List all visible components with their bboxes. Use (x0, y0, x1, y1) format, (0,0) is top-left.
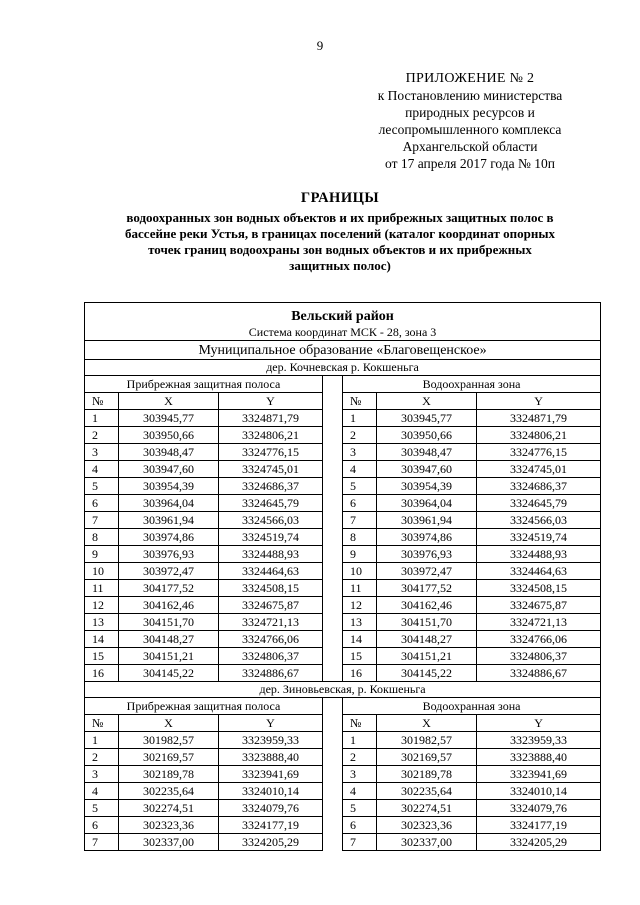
table-row (85, 546, 601, 563)
table-row (85, 580, 601, 597)
point-number: 13 (343, 614, 377, 631)
point-number: 1 (343, 732, 377, 749)
y-coordinate: 3324566,03 (219, 512, 323, 529)
x-coordinate: 304145,22 (119, 665, 219, 682)
point-number: 5 (343, 800, 377, 817)
y-coordinate: 3324464,63 (477, 563, 601, 580)
y-coordinate: 3324886,67 (477, 665, 601, 682)
y-coordinate: 3324508,15 (219, 580, 323, 597)
table-spacer (323, 631, 343, 648)
coordinates-table-body (85, 303, 601, 851)
y-coordinate: 3324464,63 (219, 563, 323, 580)
x-coordinate: 302169,57 (377, 749, 477, 766)
y-coordinate: 3323959,33 (477, 732, 601, 749)
y-coordinate: 3324806,37 (477, 648, 601, 665)
col-header-y: Y (219, 393, 323, 410)
document-subtitle (80, 210, 600, 274)
x-coordinate: 303972,47 (119, 563, 219, 580)
col-header-x: X (377, 715, 477, 732)
subtitle-line: бассейне реки Устья, в границах поселений (каталог координат опорных (125, 226, 555, 241)
x-coordinate: 302235,64 (377, 783, 477, 800)
y-coordinate: 3324806,21 (219, 427, 323, 444)
document-title: ГРАНИЦЫ (300, 190, 380, 206)
x-coordinate: 303948,47 (119, 444, 219, 461)
subtitle-line: защитных полос) (289, 258, 391, 273)
appendix-block (340, 70, 600, 172)
point-number: 1 (85, 732, 119, 749)
zone-label-row (85, 698, 601, 715)
point-number: 16 (343, 665, 377, 682)
municipality-name: Муниципальное образование «Благовещенское» (85, 341, 601, 360)
left-zone-label: Прибрежная защитная полоса (85, 698, 323, 715)
point-number: 2 (343, 427, 377, 444)
table-row (85, 529, 601, 546)
point-number: 9 (343, 546, 377, 563)
municipality-row (85, 341, 601, 360)
table-spacer (323, 563, 343, 580)
point-number: 10 (343, 563, 377, 580)
table-spacer (323, 614, 343, 631)
x-coordinate: 304145,22 (377, 665, 477, 682)
x-coordinate: 303974,86 (119, 529, 219, 546)
table-spacer (323, 597, 343, 614)
settlement-name: дер. Кочневская р. Кокшеньга (85, 360, 601, 376)
point-number: 7 (343, 834, 377, 851)
x-coordinate: 303976,93 (119, 546, 219, 563)
col-header-y: Y (219, 715, 323, 732)
x-coordinate: 302274,51 (119, 800, 219, 817)
district-row (85, 303, 601, 326)
x-coordinate: 302323,36 (119, 817, 219, 834)
y-coordinate: 3324079,76 (477, 800, 601, 817)
y-coordinate: 3324079,76 (219, 800, 323, 817)
x-coordinate: 304162,46 (377, 597, 477, 614)
table-spacer (323, 580, 343, 597)
point-number: 7 (85, 834, 119, 851)
settlement-name: дер. Зиновьевская, р. Кокшеньга (85, 682, 601, 698)
point-number: 3 (85, 444, 119, 461)
y-coordinate: 3324488,93 (477, 546, 601, 563)
point-number: 11 (343, 580, 377, 597)
point-number: 6 (343, 817, 377, 834)
y-coordinate: 3324177,19 (477, 817, 601, 834)
right-zone-label: Водоохранная зона (343, 376, 601, 393)
table-spacer (323, 665, 343, 682)
point-number: 14 (85, 631, 119, 648)
x-coordinate: 302169,57 (119, 749, 219, 766)
table-spacer (323, 698, 343, 715)
coordinates-table (84, 302, 601, 851)
x-coordinate: 304177,52 (119, 580, 219, 597)
appendix-line: лесопромышленного комплекса (378, 122, 562, 137)
x-coordinate: 303974,86 (377, 529, 477, 546)
x-coordinate: 301982,57 (377, 732, 477, 749)
col-header-y: Y (477, 715, 601, 732)
point-number: 15 (343, 648, 377, 665)
y-coordinate: 3324508,15 (477, 580, 601, 597)
subtitle-line: точек границ водоохраны зон водных объектов и их прибрежных (148, 242, 532, 257)
table-spacer (323, 478, 343, 495)
table-row (85, 563, 601, 580)
appendix-line: Архангельской области (402, 139, 538, 154)
appendix-heading: ПРИЛОЖЕНИЕ № 2 (405, 71, 535, 86)
table-row (85, 665, 601, 682)
table-spacer (323, 800, 343, 817)
y-coordinate: 3324871,79 (477, 410, 601, 427)
table-spacer (323, 648, 343, 665)
x-coordinate: 303950,66 (119, 427, 219, 444)
point-number: 2 (85, 427, 119, 444)
x-coordinate: 302235,64 (119, 783, 219, 800)
x-coordinate: 302189,78 (119, 766, 219, 783)
point-number: 7 (85, 512, 119, 529)
col-header-x: X (377, 393, 477, 410)
y-coordinate: 3324645,79 (477, 495, 601, 512)
table-spacer (323, 783, 343, 800)
table-row (85, 597, 601, 614)
settlement-row (85, 682, 601, 698)
point-number: 4 (85, 783, 119, 800)
point-number: 4 (343, 461, 377, 478)
point-number: 1 (85, 410, 119, 427)
appendix-line: к Постановлению министерства (377, 88, 563, 103)
y-coordinate: 3323959,33 (219, 732, 323, 749)
y-coordinate: 3323941,69 (477, 766, 601, 783)
y-coordinate: 3324686,37 (219, 478, 323, 495)
table-row (85, 478, 601, 495)
table-row (85, 614, 601, 631)
table-spacer (323, 444, 343, 461)
col-header-no: № (343, 393, 377, 410)
x-coordinate: 302337,00 (377, 834, 477, 851)
table-row (85, 410, 601, 427)
point-number: 9 (85, 546, 119, 563)
x-coordinate: 304151,70 (377, 614, 477, 631)
col-header-y: Y (477, 393, 601, 410)
x-coordinate: 303954,39 (119, 478, 219, 495)
x-coordinate: 304151,21 (377, 648, 477, 665)
table-row (85, 512, 601, 529)
y-coordinate: 3324721,13 (219, 614, 323, 631)
column-header-row (85, 393, 601, 410)
x-coordinate: 303964,04 (377, 495, 477, 512)
point-number: 7 (343, 512, 377, 529)
y-coordinate: 3324566,03 (477, 512, 601, 529)
y-coordinate: 3324766,06 (219, 631, 323, 648)
right-zone-label: Водоохранная зона (343, 698, 601, 715)
x-coordinate: 303947,60 (377, 461, 477, 478)
y-coordinate: 3324806,21 (477, 427, 601, 444)
y-coordinate: 3324488,93 (219, 546, 323, 563)
y-coordinate: 3324721,13 (477, 614, 601, 631)
point-number: 3 (85, 766, 119, 783)
table-spacer (323, 529, 343, 546)
table-spacer (323, 393, 343, 410)
table-row (85, 631, 601, 648)
x-coordinate: 304148,27 (119, 631, 219, 648)
col-header-no: № (85, 715, 119, 732)
table-spacer (323, 376, 343, 393)
col-header-x: X (119, 393, 219, 410)
coordinate-system-row (85, 325, 601, 341)
x-coordinate: 303964,04 (119, 495, 219, 512)
table-row (85, 834, 601, 851)
table-spacer (323, 766, 343, 783)
settlement-row (85, 360, 601, 376)
point-number: 8 (343, 529, 377, 546)
point-number: 11 (85, 580, 119, 597)
table-spacer (323, 817, 343, 834)
table-spacer (323, 410, 343, 427)
table-row (85, 461, 601, 478)
subtitle-line: водоохранных зон водных объектов и их прибрежных защитных полос в (126, 210, 554, 225)
table-row (85, 732, 601, 749)
x-coordinate: 304162,46 (119, 597, 219, 614)
point-number: 1 (343, 410, 377, 427)
x-coordinate: 302189,78 (377, 766, 477, 783)
y-coordinate: 3324745,01 (219, 461, 323, 478)
appendix-line: от 17 апреля 2017 года № 10п (385, 156, 555, 171)
table-row (85, 749, 601, 766)
y-coordinate: 3324010,14 (477, 783, 601, 800)
point-number: 5 (85, 478, 119, 495)
table-spacer (323, 732, 343, 749)
x-coordinate: 303954,39 (377, 478, 477, 495)
x-coordinate: 303947,60 (119, 461, 219, 478)
point-number: 3 (343, 766, 377, 783)
point-number: 12 (343, 597, 377, 614)
y-coordinate: 3324776,15 (477, 444, 601, 461)
table-spacer (323, 749, 343, 766)
table-row (85, 817, 601, 834)
x-coordinate: 301982,57 (119, 732, 219, 749)
table-row (85, 800, 601, 817)
page-number: 9 (316, 38, 324, 53)
point-number: 2 (85, 749, 119, 766)
table-row (85, 427, 601, 444)
col-header-no: № (85, 393, 119, 410)
y-coordinate: 3324675,87 (219, 597, 323, 614)
y-coordinate: 3324776,15 (219, 444, 323, 461)
point-number: 4 (343, 783, 377, 800)
point-number: 4 (85, 461, 119, 478)
y-coordinate: 3324806,37 (219, 648, 323, 665)
point-number: 3 (343, 444, 377, 461)
y-coordinate: 3323941,69 (219, 766, 323, 783)
y-coordinate: 3324686,37 (477, 478, 601, 495)
x-coordinate: 303948,47 (377, 444, 477, 461)
x-coordinate: 303950,66 (377, 427, 477, 444)
appendix-line: природных ресурсов и (405, 105, 535, 120)
x-coordinate: 304177,52 (377, 580, 477, 597)
point-number: 5 (85, 800, 119, 817)
table-spacer (323, 461, 343, 478)
point-number: 16 (85, 665, 119, 682)
y-coordinate: 3324675,87 (477, 597, 601, 614)
point-number: 12 (85, 597, 119, 614)
table-row (85, 495, 601, 512)
x-coordinate: 303961,94 (119, 512, 219, 529)
col-header-no: № (343, 715, 377, 732)
y-coordinate: 3324766,06 (477, 631, 601, 648)
point-number: 6 (85, 817, 119, 834)
table-row (85, 648, 601, 665)
y-coordinate: 3324886,67 (219, 665, 323, 682)
y-coordinate: 3323888,40 (219, 749, 323, 766)
point-number: 8 (85, 529, 119, 546)
column-header-row (85, 715, 601, 732)
table-spacer (323, 495, 343, 512)
x-coordinate: 303945,77 (119, 410, 219, 427)
x-coordinate: 302337,00 (119, 834, 219, 851)
table-row (85, 783, 601, 800)
point-number: 10 (85, 563, 119, 580)
table-spacer (323, 427, 343, 444)
district-name: Вельский район (85, 303, 601, 326)
coordinate-system: Система координат МСК - 28, зона 3 (85, 325, 601, 341)
table-spacer (323, 834, 343, 851)
x-coordinate: 304148,27 (377, 631, 477, 648)
x-coordinate: 303961,94 (377, 512, 477, 529)
col-header-x: X (119, 715, 219, 732)
y-coordinate: 3324205,29 (219, 834, 323, 851)
y-coordinate: 3324519,74 (477, 529, 601, 546)
y-coordinate: 3324645,79 (219, 495, 323, 512)
left-zone-label: Прибрежная защитная полоса (85, 376, 323, 393)
y-coordinate: 3324745,01 (477, 461, 601, 478)
x-coordinate: 302274,51 (377, 800, 477, 817)
point-number: 14 (343, 631, 377, 648)
y-coordinate: 3324871,79 (219, 410, 323, 427)
x-coordinate: 303945,77 (377, 410, 477, 427)
table-row (85, 766, 601, 783)
y-coordinate: 3324519,74 (219, 529, 323, 546)
y-coordinate: 3323888,40 (477, 749, 601, 766)
table-spacer (323, 715, 343, 732)
zone-label-row (85, 376, 601, 393)
point-number: 6 (343, 495, 377, 512)
point-number: 2 (343, 749, 377, 766)
x-coordinate: 304151,70 (119, 614, 219, 631)
x-coordinate: 303976,93 (377, 546, 477, 563)
y-coordinate: 3324205,29 (477, 834, 601, 851)
point-number: 15 (85, 648, 119, 665)
point-number: 6 (85, 495, 119, 512)
point-number: 13 (85, 614, 119, 631)
x-coordinate: 303972,47 (377, 563, 477, 580)
x-coordinate: 302323,36 (377, 817, 477, 834)
y-coordinate: 3324177,19 (219, 817, 323, 834)
y-coordinate: 3324010,14 (219, 783, 323, 800)
point-number: 5 (343, 478, 377, 495)
table-spacer (323, 546, 343, 563)
x-coordinate: 304151,21 (119, 648, 219, 665)
table-row (85, 444, 601, 461)
table-spacer (323, 512, 343, 529)
